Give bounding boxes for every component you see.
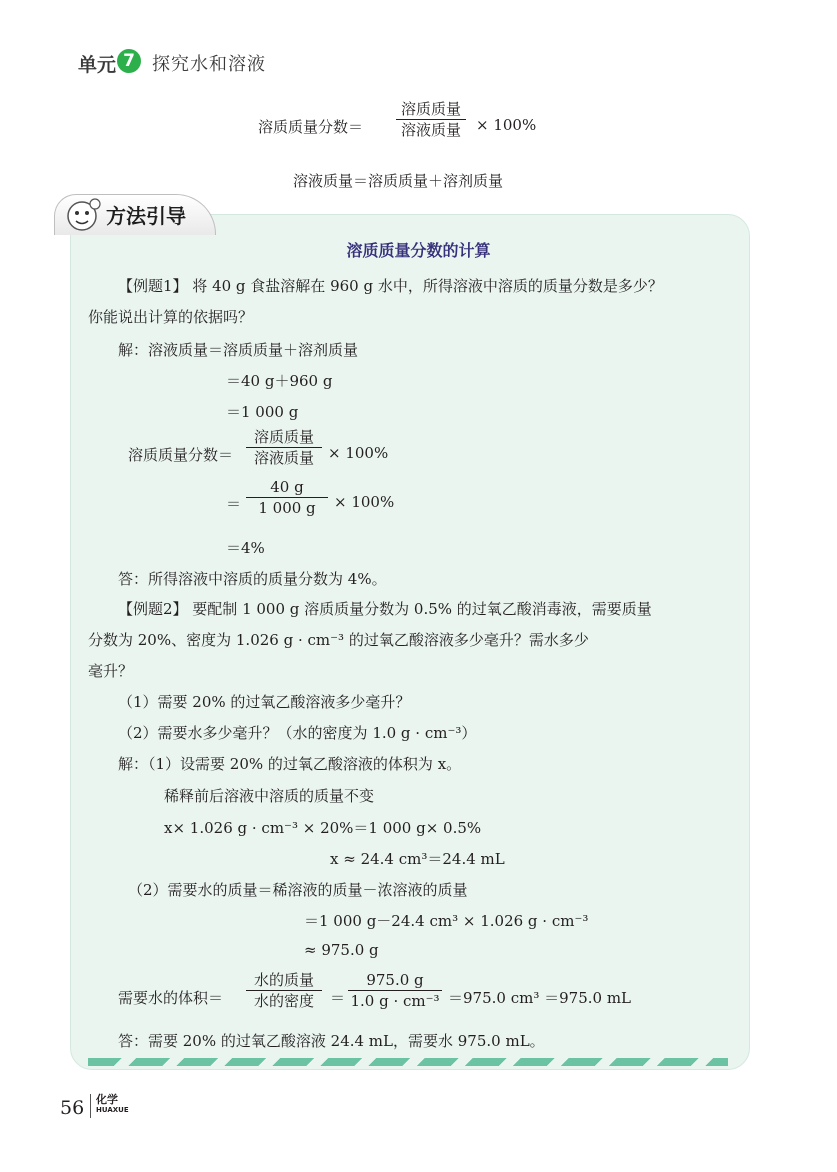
answer-2: 答：需要 20% 的过氧乙酸溶液 24.4 mL，需要水 975.0 mL。 [118, 1032, 545, 1050]
solution-1-e-left: ＝ [226, 495, 242, 513]
formula-1-numerator: 溶质质量 [400, 100, 461, 118]
solution-1-e-right: × 100% [334, 493, 395, 511]
unit-label: 单元 [78, 54, 117, 76]
solution-2-d: x ≈ 24.4 cm³＝24.4 mL [330, 850, 505, 868]
solution-1-e-fraction [246, 478, 328, 517]
solution-2-h-mid: ＝ [330, 989, 346, 1007]
example-2-line-3: 毫升？ [88, 662, 134, 680]
question-2: （2）需要水多少毫升？（水的密度为 1.0 g · cm⁻³） [118, 724, 477, 742]
example-2-line-1: 【例题2】 要配制 1 000 g 溶质质量分数为 0.5% 的过氧乙酸消毒液，需要质量 [118, 600, 652, 618]
example-2-line-2: 分数为 20%、密度为 1.026 g · cm⁻³ 的过氧乙酸溶液多少毫升？需水多少 [88, 631, 589, 649]
solution-1-e-numerator: 40 g [270, 478, 304, 496]
formula-1-denominator: 溶液质量 [400, 121, 461, 139]
subject-pinyin: HUAXUE [96, 1106, 129, 1114]
subject-name: 化学 [96, 1093, 118, 1106]
footer-divider [90, 1094, 91, 1118]
formula-2: 溶液质量＝溶质质量＋溶剂质量 [293, 172, 504, 190]
solution-2-f: ＝1 000 g－24.4 cm³ × 1.026 g · cm⁻³ [304, 912, 589, 930]
page-number: 56 [60, 1097, 85, 1119]
method-tab-title: 方法引导 [106, 204, 186, 228]
solution-1-d-numerator: 溶质质量 [253, 428, 314, 446]
solution-1-a: 解：溶液质量＝溶质质量＋溶剂质量 [118, 341, 359, 359]
solution-1-d-left: 溶质质量分数＝ [128, 446, 234, 464]
solution-1-f: ＝4% [226, 539, 265, 557]
question-1: （1）需要 20% 的过氧乙酸溶液多少毫升？ [118, 693, 411, 711]
answer-1: 答：所得溶液中溶质的质量分数为 4%。 [118, 570, 387, 588]
solution-1-c: ＝1 000 g [226, 403, 299, 421]
solution-1-d-denominator: 溶液质量 [253, 449, 314, 467]
solution-2-a: 解：（1）设需要 20% 的过氧乙酸溶液的体积为 x。 [118, 755, 462, 773]
solution-2-h-right: ＝975.0 cm³ ＝975.0 mL [448, 989, 632, 1007]
example-1-line-1: 【例题1】 将 40 g 食盐溶解在 960 g 水中，所得溶液中溶质的质量分数是多少？ [118, 277, 663, 295]
solution-1-d-right: × 100% [328, 444, 389, 462]
section-title: 溶质质量分数的计算 [346, 241, 491, 260]
formula-1-left: 溶质质量分数＝ [258, 118, 364, 136]
solution-1-e-denominator: 1 000 g [258, 499, 316, 517]
unit-title: 探究水和溶液 [152, 54, 266, 75]
solution-2-h-fraction-1 [246, 971, 322, 1010]
solution-1-b: ＝40 g＋960 g [226, 372, 333, 390]
solution-2-h-fraction-2 [348, 971, 442, 1010]
panel-bottom-stripe [88, 1058, 728, 1066]
solution-2-e: （2）需要水的质量＝稀溶液的质量－浓溶液的质量 [128, 881, 468, 899]
solution-2-b: 稀释前后溶液中溶质的质量不变 [164, 787, 375, 805]
example-1-line-2: 你能说出计算的依据吗？ [88, 308, 254, 326]
formula-1-right: × 100% [476, 116, 537, 134]
solution-2-h-left: 需要水的体积＝ [118, 989, 224, 1007]
unit-number: 7 [117, 49, 141, 73]
solution-2-h-numerator-1: 水的质量 [253, 971, 314, 989]
solution-2-g: ≈ 975.0 g [304, 941, 379, 959]
unit-number-badge [117, 49, 141, 73]
mascot-icon [62, 196, 104, 234]
solution-2-h-denominator-2: 1.0 g · cm⁻³ [350, 992, 440, 1010]
solution-2-c: x× 1.026 g · cm⁻³ × 20%＝1 000 g× 0.5% [164, 819, 482, 837]
solution-1-d-fraction [246, 428, 322, 467]
subject-logo [96, 1094, 129, 1115]
solution-2-h-denominator-1: 水的密度 [253, 992, 314, 1010]
formula-1-fraction [396, 100, 466, 139]
solution-2-h-numerator-2: 975.0 g [366, 971, 424, 989]
